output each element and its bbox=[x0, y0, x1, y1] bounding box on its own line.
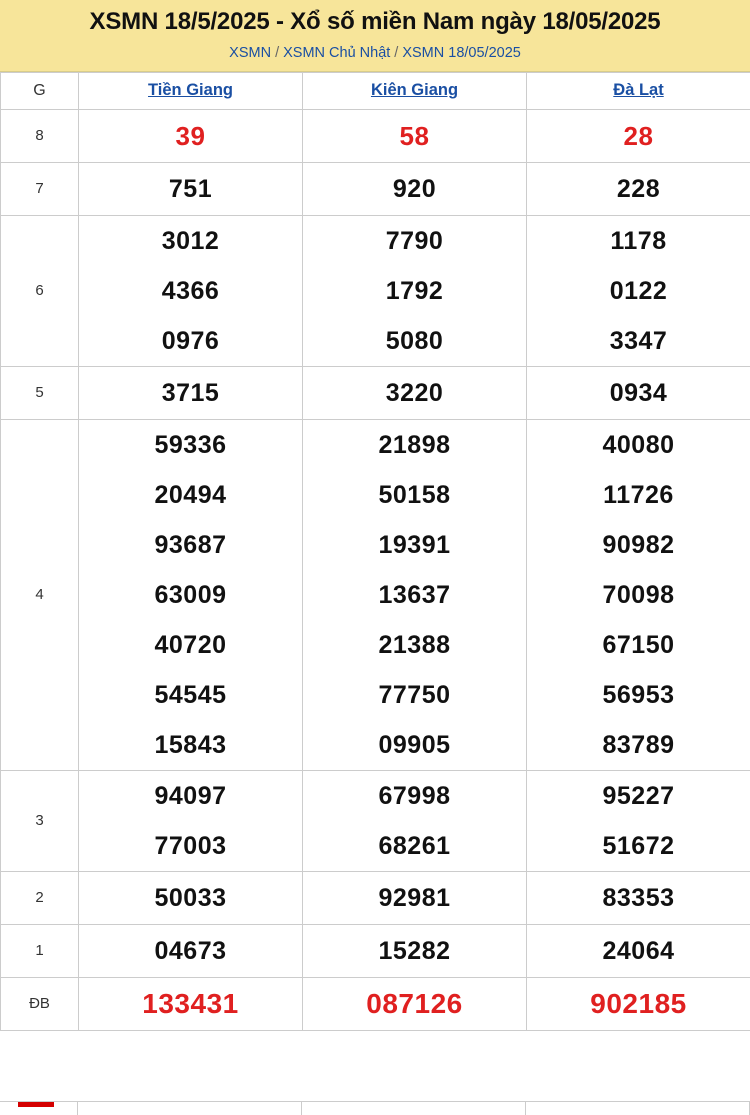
result-number: 0934 bbox=[609, 378, 668, 407]
prize-values bbox=[303, 977, 527, 1030]
table-row bbox=[1, 419, 750, 770]
result-number: 751 bbox=[168, 174, 213, 203]
prize-values bbox=[79, 215, 303, 366]
result-number: 51672 bbox=[602, 831, 675, 860]
result-number: 90982 bbox=[602, 530, 675, 559]
prize-values bbox=[79, 977, 303, 1030]
breadcrumb-item-xsmn-date[interactable]: XSMN 18/05/2025 bbox=[402, 44, 521, 61]
prize-values bbox=[79, 419, 303, 770]
breadcrumb-separator-2: / bbox=[394, 44, 399, 61]
lottery-result-table bbox=[0, 72, 750, 1031]
table-row bbox=[1, 770, 750, 871]
breadcrumb-separator-1: / bbox=[275, 44, 280, 61]
table-row bbox=[1, 871, 750, 924]
prize-values bbox=[303, 924, 527, 977]
result-number: 39 bbox=[175, 120, 206, 151]
prize-label: 5 bbox=[1, 366, 79, 419]
result-number: 133431 bbox=[142, 987, 239, 1019]
result-number: 77750 bbox=[378, 680, 451, 709]
result-number: 68261 bbox=[378, 831, 451, 860]
result-number: 228 bbox=[616, 174, 661, 203]
bottom-partial-row bbox=[0, 1101, 750, 1115]
province-link-da-lat[interactable]: Đà Lạt bbox=[613, 81, 664, 100]
result-number: 09905 bbox=[378, 730, 451, 759]
breadcrumb-item-xsmn[interactable]: XSMN bbox=[229, 44, 272, 61]
table-row bbox=[1, 109, 750, 162]
prize-values bbox=[79, 109, 303, 162]
result-number: 04673 bbox=[154, 936, 227, 965]
result-number: 3715 bbox=[161, 378, 220, 407]
result-number: 3220 bbox=[385, 378, 444, 407]
result-number: 7790 bbox=[385, 226, 444, 255]
result-number: 70098 bbox=[602, 580, 675, 609]
result-number: 0976 bbox=[161, 326, 220, 355]
bottom-cell-prize bbox=[0, 1102, 78, 1115]
table-row bbox=[1, 924, 750, 977]
result-number: 20494 bbox=[154, 480, 227, 509]
prize-values bbox=[79, 770, 303, 871]
result-number: 21898 bbox=[378, 430, 451, 459]
prize-values bbox=[303, 109, 527, 162]
table-header-row bbox=[1, 72, 750, 109]
result-number: 11726 bbox=[603, 480, 674, 509]
prize-values bbox=[527, 162, 750, 215]
prize-values bbox=[527, 215, 750, 366]
prize-values bbox=[527, 977, 750, 1030]
result-number: 15843 bbox=[154, 730, 227, 759]
prize-values bbox=[303, 871, 527, 924]
province-header-2 bbox=[303, 72, 527, 109]
prize-values bbox=[79, 162, 303, 215]
province-header-1 bbox=[79, 72, 303, 109]
result-number: 3347 bbox=[609, 326, 668, 355]
result-number: 67150 bbox=[602, 630, 675, 659]
result-number: 77003 bbox=[154, 831, 227, 860]
prize-label: 3 bbox=[1, 770, 79, 871]
prize-values bbox=[303, 770, 527, 871]
page-title: XSMN 18/5/2025 - Xổ số miền Nam ngày 18/05/2025 bbox=[89, 8, 661, 35]
result-number: 902185 bbox=[590, 987, 687, 1019]
province-link-kien-giang[interactable]: Kiên Giang bbox=[370, 81, 459, 100]
result-number: 920 bbox=[392, 174, 437, 203]
result-number: 83789 bbox=[602, 730, 675, 759]
result-number: 94097 bbox=[154, 781, 227, 810]
result-number: 95227 bbox=[602, 781, 675, 810]
result-number: 67998 bbox=[378, 781, 451, 810]
prize-values bbox=[527, 871, 750, 924]
prize-values bbox=[527, 366, 750, 419]
result-number: 1178 bbox=[610, 226, 667, 255]
prize-values bbox=[527, 924, 750, 977]
prize-label: 8 bbox=[1, 109, 79, 162]
bottom-cell-2 bbox=[302, 1102, 526, 1115]
result-number: 50158 bbox=[378, 480, 451, 509]
result-number: 13637 bbox=[378, 580, 451, 609]
prize-column-header: G bbox=[1, 72, 79, 109]
province-link-tien-giang[interactable]: Tiền Giang bbox=[148, 81, 233, 100]
result-number: 4366 bbox=[161, 276, 220, 305]
result-number: 19391 bbox=[378, 530, 451, 559]
prize-values bbox=[527, 109, 750, 162]
result-number: 92981 bbox=[378, 883, 451, 912]
prize-values bbox=[79, 924, 303, 977]
bottom-cell-3 bbox=[526, 1102, 750, 1115]
prize-values bbox=[79, 366, 303, 419]
province-header-3 bbox=[527, 72, 750, 109]
prize-label: ĐB bbox=[1, 977, 79, 1030]
prize-values bbox=[303, 215, 527, 366]
table-row bbox=[1, 162, 750, 215]
prize-values bbox=[527, 770, 750, 871]
prize-label: 2 bbox=[1, 871, 79, 924]
breadcrumb-item-xsmn-chu-nhat[interactable]: XSMN Chủ Nhật bbox=[283, 44, 391, 61]
result-number: 3012 bbox=[161, 226, 220, 255]
result-number: 15282 bbox=[378, 936, 451, 965]
table-row bbox=[1, 366, 750, 419]
result-number: 58 bbox=[399, 120, 430, 151]
result-number: 59336 bbox=[154, 430, 227, 459]
red-marker bbox=[18, 1102, 54, 1107]
result-number: 28 bbox=[623, 120, 654, 151]
prize-label: 4 bbox=[1, 419, 79, 770]
prize-label: 6 bbox=[1, 215, 79, 366]
result-number: 50033 bbox=[154, 883, 227, 912]
result-number: 21388 bbox=[378, 630, 451, 659]
prize-values bbox=[303, 419, 527, 770]
result-number: 83353 bbox=[602, 883, 675, 912]
table-row bbox=[1, 977, 750, 1030]
result-number: 93687 bbox=[154, 530, 227, 559]
result-number: 54545 bbox=[154, 680, 227, 709]
result-number: 0122 bbox=[609, 276, 668, 305]
prize-values bbox=[303, 162, 527, 215]
result-number: 1792 bbox=[385, 276, 444, 305]
result-number: 087126 bbox=[366, 987, 463, 1019]
result-number: 24064 bbox=[602, 936, 675, 965]
breadcrumb bbox=[4, 45, 746, 61]
prize-label: 1 bbox=[1, 924, 79, 977]
page-header bbox=[0, 0, 750, 72]
prize-label: 7 bbox=[1, 162, 79, 215]
result-number: 5080 bbox=[385, 326, 444, 355]
prize-values bbox=[527, 419, 750, 770]
prize-values bbox=[303, 366, 527, 419]
bottom-cell-1 bbox=[78, 1102, 302, 1115]
result-number: 63009 bbox=[154, 580, 227, 609]
result-number: 56953 bbox=[602, 680, 675, 709]
result-number: 40080 bbox=[602, 430, 675, 459]
prize-values bbox=[79, 871, 303, 924]
table-row bbox=[1, 215, 750, 366]
result-number: 40720 bbox=[154, 630, 227, 659]
